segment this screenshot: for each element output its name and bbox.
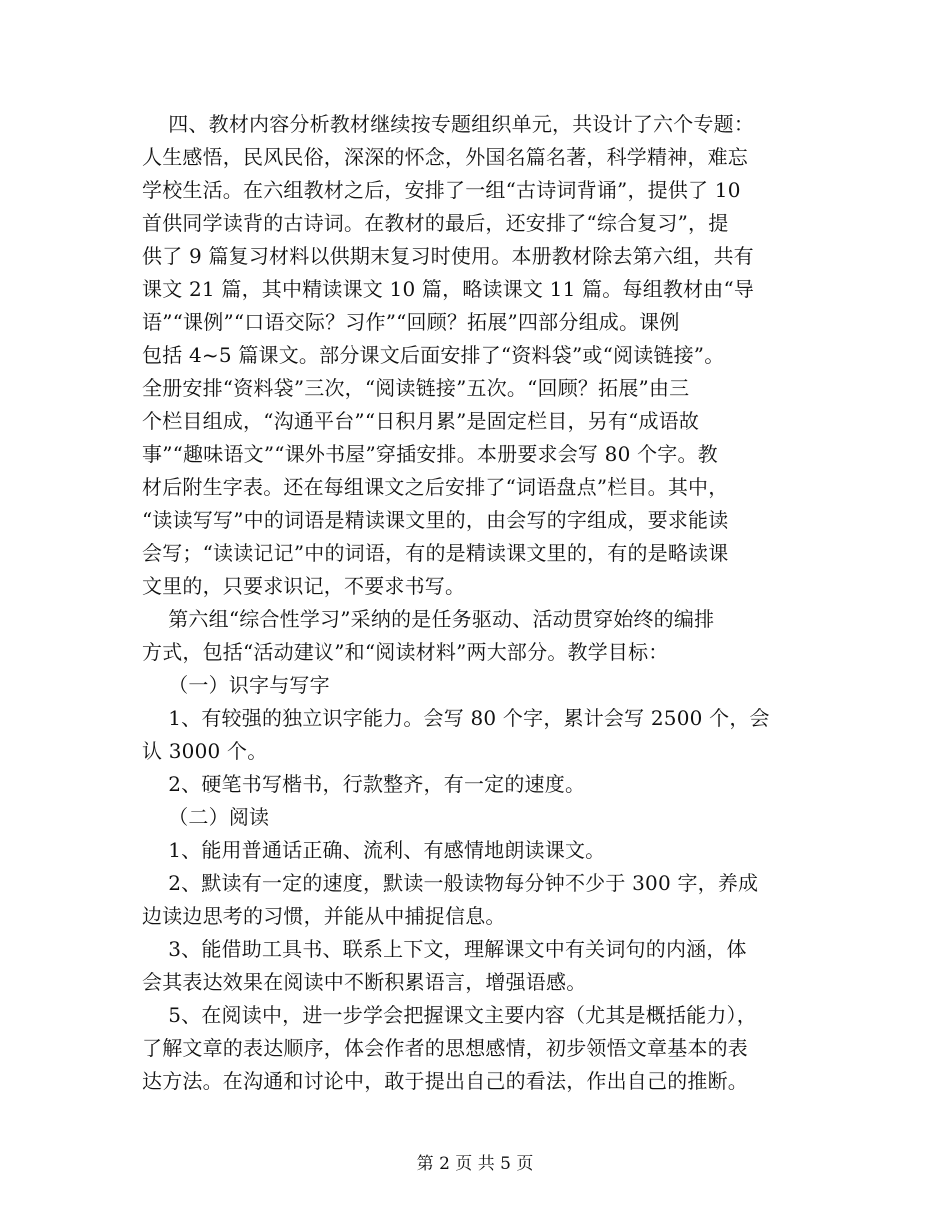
text-line: 全册安排“资料袋”三次，“阅读链接”五次。“回顾？拓展”由三 <box>142 376 690 400</box>
text-line: 1、有较强的独立识字能力。会写 80 个字，累计会写 2500 个，会 <box>142 706 770 730</box>
text-line: 2、默读有一定的速度，默读一般读物每分钟不少于 300 字，养成 <box>142 871 759 895</box>
text-line: 语”“课例”“口语交际？习作”“回顾？拓展”四部分组成。课例 <box>142 310 680 334</box>
text-line: 边读边思考的习惯，并能从中捕捉信息。 <box>142 904 506 928</box>
text-line: 人生感悟，民风民俗，深深的怀念，外国名篇名著，科学精神，难忘 <box>142 145 748 169</box>
text-line: 5、在阅读中，进一步学会把握课文主要内容（尤其是概括能力）， <box>142 1003 757 1027</box>
text-line: 会其表达效果在阅读中不断积累语言，增强语感。 <box>142 970 587 994</box>
text-line: 会写；“读读记记”中的词语，有的是精读课文里的，有的是略读课 <box>142 541 729 565</box>
text-line: （二）阅读 <box>142 805 270 829</box>
page-number-footer: 第 2 页 共 5 页 <box>416 1154 534 1174</box>
text-line: （一）识字与写字 <box>142 673 330 697</box>
text-line: 文里的，只要求识记，不要求书写。 <box>142 574 466 598</box>
text-line: 了解文章的表达顺序，体会作者的思想感情，初步领悟文章基本的表 <box>142 1036 748 1060</box>
text-line: 方式，包括“活动建议”和“阅读材料”两大部分。教学目标： <box>142 640 669 664</box>
text-line: 第六组“综合性学习”采纳的是任务驱动、活动贯穿始终的编排 <box>142 607 715 631</box>
text-line: 2、硬笔书写楷书，行款整齐，有一定的速度。 <box>142 772 586 796</box>
text-line: “读读写写”中的词语是精读课文里的，由会写的字组成，要求能读 <box>142 508 729 532</box>
text-line: 达方法。在沟通和讨论中，敢于提出自己的看法，作出自己的推断。 <box>142 1069 748 1093</box>
text-line: 认 3000 个。 <box>142 739 268 763</box>
text-line: 首供同学读背的古诗词。在教材的最后，还安排了“综合复习”，提 <box>142 211 729 235</box>
text-line: 包括 4~5 篇课文。部分课文后面安排了“资料袋”或“阅读链接”。 <box>142 343 725 367</box>
text-line: 事”“趣味语文”“课外书屋”穿插安排。本册要求会写 80 个字。教 <box>142 442 718 466</box>
text-line: 材后附生字表。还在每组课文之后安排了“词语盘点”栏目。其中， <box>142 475 729 499</box>
text-line: 四、教材内容分析教材继续按专题组织单元，共设计了六个专题： <box>142 112 755 136</box>
document-body <box>142 108 810 1098</box>
text-line: 个栏目组成，“沟通平台”“日积月累”是固定栏目，另有“成语故 <box>142 409 700 433</box>
text-line: 3、能借助工具书、联系上下文，理解课文中有关词句的内涵，体 <box>142 937 747 961</box>
text-line: 课文 21 篇，其中精读课文 10 篇，略读课文 11 篇。每组教材由“导 <box>142 277 755 301</box>
text-line: 1、能用普通话正确、流利、有感情地朗读课文。 <box>142 838 606 862</box>
text-line: 供了 9 篇复习材料以供期末复习时使用。本册教材除去第六组，共有 <box>142 244 754 268</box>
text-line: 学校生活。在六组教材之后，安排了一组“古诗词背诵”，提供了 10 <box>142 178 741 202</box>
